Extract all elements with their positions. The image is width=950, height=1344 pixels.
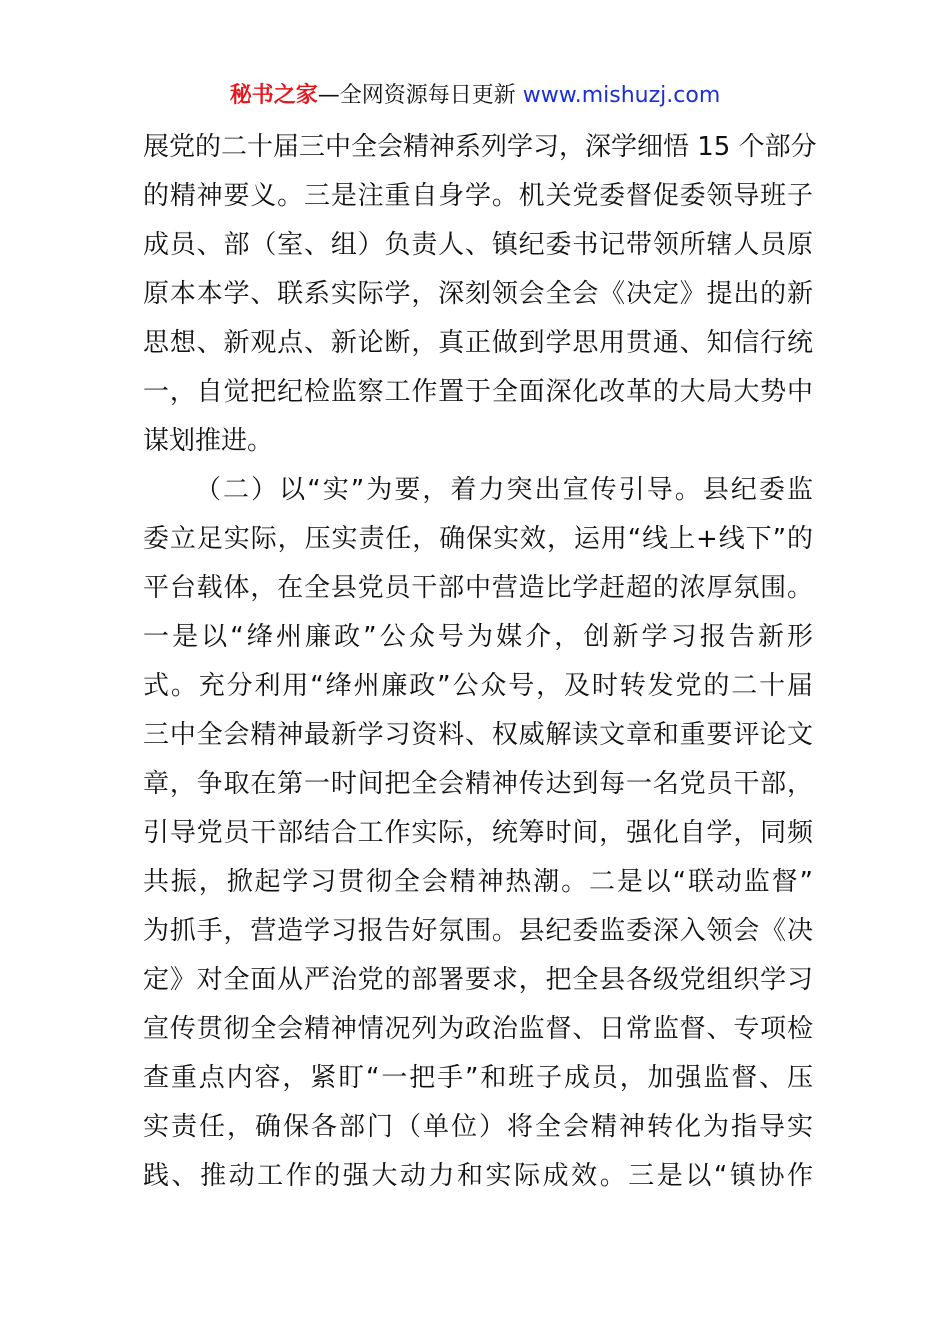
text-line-12: 式。充分利用“绛州廉政”公众号，及时转发党的二十届 xyxy=(143,671,813,701)
text-line-1: 展党的二十届三中全会精神系列学习，深学细悟 15 个部分 xyxy=(143,132,817,162)
text-line-13: 三中全会精神最新学习资料、权威解读文章和重要评论文 xyxy=(143,720,813,750)
brand-name: 秘书之家 xyxy=(229,83,318,108)
text-line-10: 平台载体，在全县党员干部中营造比学赶超的浓厚氛围。 xyxy=(143,573,813,603)
website-link[interactable]: www.mishuzj.com xyxy=(515,83,721,108)
text-line-19: 宣传贯彻全会精神情况列为政治监督、日常监督、专项检 xyxy=(143,1014,813,1044)
text-line-11: 一是以“绛州廉政”公众号为媒介，创新学习报告新形 xyxy=(143,622,813,652)
text-line-20: 查重点内容，紧盯“一把手”和班子成员，加强监督、压 xyxy=(143,1063,813,1093)
text-line-9: 委立足实际，压实责任，确保实效，运用“线上+线下”的 xyxy=(143,524,813,554)
text-line-7: 谋划推进。 xyxy=(143,426,274,456)
text-line-15: 引导党员干部结合工作实际，统筹时间，强化自学，同频 xyxy=(143,818,813,848)
text-line-22: 践、推动工作的强大动力和实际成效。三是以“镇协作 xyxy=(143,1161,813,1191)
section-heading-line: （二）以“实”为要，着力突出宣传引导。县纪委监 xyxy=(195,475,813,505)
text-line-16: 共振，掀起学习贯彻全会精神热潮。二是以“联动监督” xyxy=(143,867,813,897)
text-line-18: 定》对全面从严治党的部署要求，把全县各级党组织学习 xyxy=(143,965,813,995)
header-slogan: —全网资源每日更新 xyxy=(317,83,516,108)
text-line-4: 原本本学、联系实际学，深刻领会全会《决定》提出的新 xyxy=(143,279,813,309)
text-line-21: 实责任，确保各部门（单位）将全会精神转化为指导实 xyxy=(143,1112,813,1142)
text-line-5: 思想、新观点、新论断，真正做到学思用贯通、知信行统 xyxy=(143,328,813,358)
text-line-6: 一，自觉把纪检监察工作置于全面深化改革的大局大势中 xyxy=(143,377,813,407)
text-line-14: 章，争取在第一时间把全会精神传达到每一名党员干部， xyxy=(143,769,813,799)
document-body xyxy=(143,123,817,1201)
text-line-3: 成员、部（室、组）负责人、镇纪委书记带领所辖人员原 xyxy=(143,230,813,260)
text-line-2: 的精神要义。三是注重自身学。机关党委督促委领导班子 xyxy=(143,181,813,211)
text-line-17: 为抓手，营造学习报告好氛围。县纪委监委深入领会《决 xyxy=(143,916,813,946)
page-header xyxy=(0,80,950,112)
